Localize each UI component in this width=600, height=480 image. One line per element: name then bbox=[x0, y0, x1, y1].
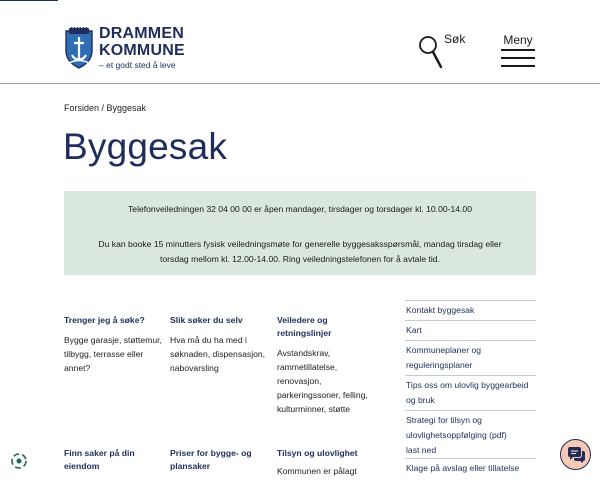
menu-label: Meny bbox=[503, 33, 533, 47]
breadcrumb-separator: / bbox=[99, 103, 107, 113]
accessibility-button[interactable] bbox=[10, 452, 28, 470]
topic-description: Hva må du ha med i søknaden, dispensasjon, nabovarsling bbox=[170, 335, 266, 373]
logo-link[interactable] bbox=[64, 26, 185, 70]
topic-link[interactable]: Finn saker på din eiendom bbox=[64, 448, 135, 471]
topic-link[interactable]: Trenger jeg å søke? bbox=[64, 315, 145, 325]
topic-description: Avstandskrav, rammetillatelse, renovasjon, parkeringssoner, felling, kulturminner, støtte bbox=[277, 348, 368, 414]
page-title: Byggesak bbox=[63, 126, 228, 167]
topic-card bbox=[170, 447, 274, 473]
topic-description: Bygge garasje, støttemur, tilbygg, terrasse eller annet? bbox=[64, 335, 162, 373]
topic-link[interactable]: Priser for bygge- og plansaker bbox=[170, 448, 252, 471]
sidebar-link-download: last ned bbox=[406, 445, 437, 455]
coat-of-arms-icon bbox=[64, 27, 94, 69]
breadcrumb bbox=[64, 103, 146, 113]
notice-box bbox=[64, 191, 536, 275]
topic-description: Kommunen er pålagt bbox=[277, 466, 357, 476]
topic-card bbox=[170, 314, 274, 375]
search-label: Søk bbox=[444, 32, 466, 46]
topic-link[interactable]: Tilsyn og ulovlighet bbox=[277, 448, 358, 458]
topic-card bbox=[64, 447, 168, 473]
topic-link[interactable]: Slik søker du selv bbox=[170, 315, 243, 325]
site-header bbox=[0, 0, 600, 84]
sidebar-link-strategy[interactable] bbox=[405, 410, 536, 458]
logo-line-1: DRAMMEN bbox=[99, 25, 184, 42]
sidebar-link-strategy-label: Strategi for tilsyn og ulovlighetsoppfølging (pdf) bbox=[406, 415, 507, 440]
menu-button[interactable] bbox=[500, 33, 536, 69]
sidebar-link-plans[interactable]: Kommuneplaner og reguleringsplaner bbox=[405, 340, 536, 375]
related-links bbox=[405, 300, 536, 478]
hamburger-icon bbox=[501, 49, 535, 67]
topic-card bbox=[277, 447, 381, 478]
chat-icon bbox=[567, 447, 586, 464]
notice-line-2: Du kan booke 15 minutters fysisk veiledningsmøte for generelle byggesaksspørsmål, mandag tirsdag eller torsdag mellom kl. 12.00-14.00. Ring veiledningstelefonen for å avtale tid. bbox=[98, 239, 502, 264]
logo-line-2: KOMMUNE bbox=[99, 42, 185, 59]
search-button[interactable] bbox=[418, 32, 468, 70]
notice-line-1: Telefonveiledningen 32 04 00 00 er åpen mandager, tirsdager og torsdager kl. 10.00-14.00 bbox=[128, 204, 472, 214]
sidebar-link-contact[interactable]: Kontakt byggesak bbox=[405, 300, 536, 320]
topic-link[interactable]: Veiledere og retningslinjer bbox=[277, 315, 332, 338]
chat-button[interactable] bbox=[560, 439, 591, 470]
accessibility-icon bbox=[10, 452, 28, 470]
topic-card bbox=[277, 314, 381, 416]
sidebar-link-report[interactable]: Tips oss om ulovlig byggearbeid og bruk bbox=[405, 375, 536, 410]
sidebar-link-map[interactable]: Kart bbox=[405, 320, 536, 340]
breadcrumb-home-link[interactable]: Forsiden bbox=[64, 103, 100, 113]
search-icon bbox=[418, 35, 444, 69]
breadcrumb-current: Byggesak bbox=[106, 103, 147, 113]
logo-tagline: – et godt sted å leve bbox=[99, 60, 176, 70]
sidebar-link-appeal[interactable]: Klage på avslag eller tillatelse bbox=[405, 458, 536, 478]
topic-card bbox=[64, 314, 168, 375]
